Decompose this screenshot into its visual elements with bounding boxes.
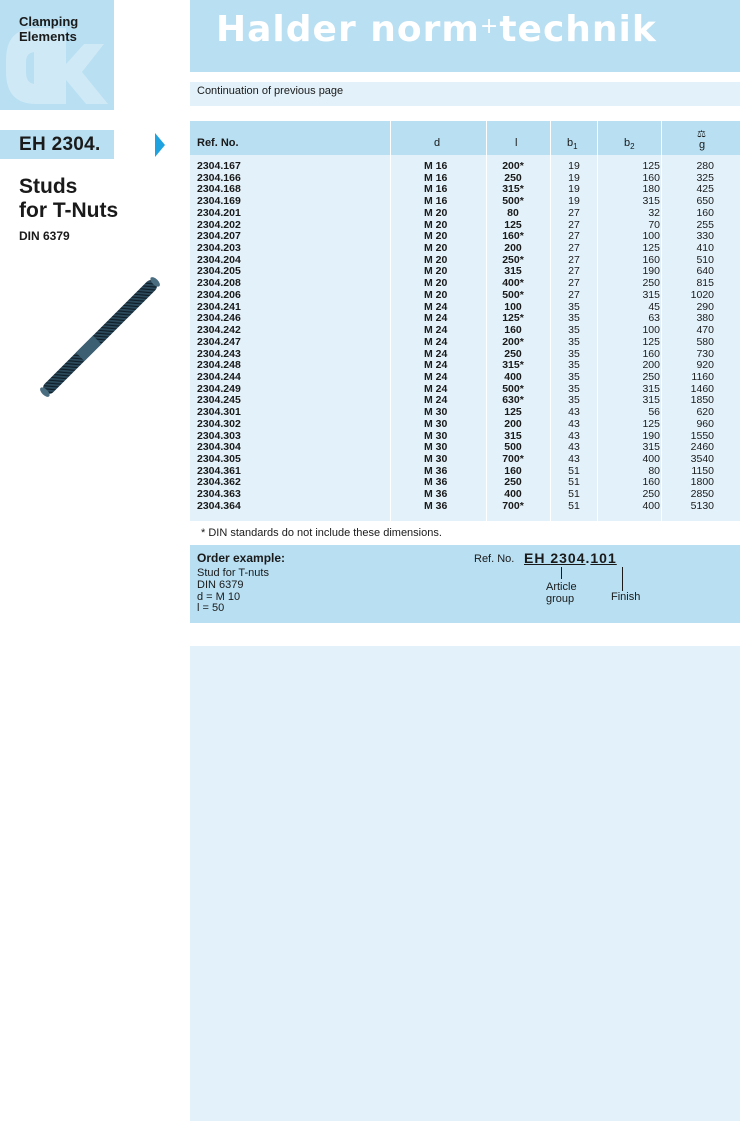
cell-l: 160 — [504, 464, 522, 477]
table-row — [190, 501, 740, 513]
cell-b1: 43 — [568, 441, 580, 454]
cell-l: 315* — [502, 359, 524, 372]
cell-b1: 27 — [568, 253, 580, 266]
cell-ref-no: 2304.241 — [197, 300, 241, 313]
product-code-box — [0, 130, 114, 159]
cell-b1: 35 — [568, 359, 580, 372]
table-row — [190, 372, 740, 384]
arrow-right-icon — [155, 133, 165, 157]
cell-ref-no: 2304.167 — [197, 160, 241, 172]
cell-l: 500 — [504, 441, 522, 454]
cell-d: M 30 — [424, 452, 448, 465]
brand-part-2: norm — [370, 9, 480, 50]
footnote: * DIN standards do not include these dimensions. — [201, 527, 442, 539]
cell-b2: 315 — [642, 441, 660, 454]
cell-d: M 20 — [424, 206, 448, 219]
cell-l: 315* — [502, 183, 524, 196]
article-label: Article — [546, 581, 577, 593]
cell-d: M 20 — [424, 230, 448, 243]
cell-d: M 16 — [424, 171, 448, 184]
cell-b2: 56 — [648, 406, 660, 419]
continuation-text: Continuation of previous page — [197, 85, 344, 97]
cell-weight: 255 — [696, 218, 714, 231]
cell-b2: 63 — [648, 312, 660, 325]
cell-ref-no: 2304.245 — [197, 394, 241, 407]
cell-d: M 24 — [424, 347, 448, 360]
cell-d: M 24 — [424, 324, 448, 337]
cell-ref-no: 2304.205 — [197, 265, 241, 278]
cell-d: M 20 — [424, 253, 448, 266]
table-row — [190, 337, 740, 349]
cell-b1: 27 — [568, 206, 580, 219]
cell-b2: 80 — [648, 464, 660, 477]
cell-weight: 380 — [696, 312, 714, 325]
cell-d: M 30 — [424, 441, 448, 454]
cell-weight: 3540 — [690, 452, 714, 465]
cell-b1: 19 — [568, 160, 580, 172]
cell-ref-no: 2304.363 — [197, 488, 241, 501]
order-example-box — [190, 545, 740, 623]
cell-weight: 1020 — [690, 288, 714, 301]
article-group-label — [546, 581, 577, 605]
cell-ref-no: 2304.249 — [197, 382, 241, 395]
cell-ref-no: 2304.242 — [197, 324, 241, 337]
cell-l: 500* — [502, 195, 524, 208]
order-code-dot: . — [585, 550, 591, 566]
cell-weight: 580 — [696, 335, 714, 348]
cell-ref-no: 2304.204 — [197, 253, 241, 266]
finish-label: Finish — [611, 591, 641, 603]
category-line-2: Elements — [19, 29, 77, 44]
product-title — [19, 175, 118, 223]
cell-ref-no: 2304.364 — [197, 499, 241, 512]
cell-b2: 160 — [642, 171, 660, 184]
cell-l: 700* — [502, 452, 524, 465]
cell-l: 200 — [504, 417, 522, 430]
cell-b2: 250 — [642, 488, 660, 501]
cell-d: M 24 — [424, 359, 448, 372]
brand-logo — [216, 9, 657, 50]
cell-l: 315 — [504, 265, 522, 278]
cell-weight: 425 — [696, 183, 714, 196]
cell-d: M 20 — [424, 218, 448, 231]
cell-ref-no: 2304.304 — [197, 441, 241, 454]
cell-l: 400 — [504, 488, 522, 501]
cell-d: M 30 — [424, 429, 448, 442]
cell-b1: 51 — [568, 476, 580, 489]
table-row — [190, 454, 740, 466]
cell-ref-no: 2304.248 — [197, 359, 241, 372]
cell-l: 200* — [502, 335, 524, 348]
cell-b2: 125 — [642, 242, 660, 255]
cell-d: M 24 — [424, 394, 448, 407]
cell-ref-no: 2304.361 — [197, 464, 241, 477]
cell-l: 200 — [504, 242, 522, 255]
cell-weight: 815 — [696, 277, 714, 290]
cell-b2: 400 — [642, 452, 660, 465]
cell-b1: 35 — [568, 394, 580, 407]
cell-ref-no: 2304.169 — [197, 195, 241, 208]
order-line-2: DIN 6379 — [197, 578, 244, 591]
cell-ref-no: 2304.202 — [197, 218, 241, 231]
cell-b2: 400 — [642, 499, 660, 512]
cell-l: 250 — [504, 347, 522, 360]
cell-b1: 35 — [568, 347, 580, 360]
cell-ref-no: 2304.302 — [197, 417, 241, 430]
category-line-1: Clamping — [19, 14, 79, 29]
cell-d: M 36 — [424, 464, 448, 477]
cell-b2: 45 — [648, 300, 660, 313]
cell-b1: 27 — [568, 265, 580, 278]
cell-b2: 125 — [642, 160, 660, 172]
cell-l: 500* — [502, 288, 524, 301]
cell-b1: 27 — [568, 277, 580, 290]
cell-weight: 160 — [696, 206, 714, 219]
cell-d: M 36 — [424, 499, 448, 512]
product-title-line-2: for T-Nuts — [19, 199, 119, 222]
cell-d: M 30 — [424, 417, 448, 430]
order-code-prefix: EH — [524, 550, 551, 566]
cell-weight: 290 — [696, 300, 714, 313]
product-standard: DIN 6379 — [19, 229, 70, 243]
cell-ref-no: 2304.303 — [197, 429, 241, 442]
cell-d: M 24 — [424, 382, 448, 395]
cell-weight: 470 — [696, 324, 714, 337]
cell-b1: 35 — [568, 370, 580, 383]
cell-d: M 24 — [424, 312, 448, 325]
cell-l: 250* — [502, 253, 524, 266]
cell-b1: 35 — [568, 382, 580, 395]
cell-weight: 1150 — [691, 464, 714, 477]
cell-weight: 2460 — [690, 441, 714, 454]
cell-weight: 280 — [696, 160, 714, 172]
cell-b1: 27 — [568, 218, 580, 231]
finish-pointer — [622, 567, 623, 591]
header-ref-no: Ref. No. — [197, 137, 239, 149]
cell-b2: 160 — [642, 347, 660, 360]
cell-weight: 1850 — [690, 394, 714, 407]
cell-d: M 20 — [424, 242, 448, 255]
cell-b2: 32 — [648, 206, 660, 219]
order-line-3: d = M 10 — [197, 590, 241, 603]
cell-b1: 35 — [568, 324, 580, 337]
cell-b1: 27 — [568, 242, 580, 255]
cell-weight: 1460 — [690, 382, 714, 395]
dimensions-table — [190, 121, 740, 521]
cell-b1: 51 — [568, 499, 580, 512]
cell-l: 400 — [504, 370, 522, 383]
cell-weight: 330 — [696, 230, 714, 243]
continuation-bar — [190, 82, 740, 106]
header-b2: $b_2$ — [624, 137, 635, 152]
order-example-details — [197, 568, 269, 615]
weight-icon: ⚖ — [697, 129, 706, 140]
cell-d: M 30 — [424, 406, 448, 419]
order-code-finish: 101 — [590, 550, 617, 566]
cell-weight: 2850 — [690, 488, 714, 501]
cell-weight: 650 — [696, 195, 714, 208]
cell-d: M 20 — [424, 288, 448, 301]
cell-ref-no: 2304.244 — [197, 370, 241, 383]
cell-b1: 43 — [568, 452, 580, 465]
cell-l: 125* — [502, 312, 524, 325]
order-code-group: 2304 — [550, 550, 586, 566]
category-logo-block — [0, 0, 114, 110]
table-row — [190, 419, 740, 431]
cell-ref-no: 2304.206 — [197, 288, 241, 301]
cell-d: M 36 — [424, 476, 448, 489]
order-ref-label: Ref. No. — [474, 553, 515, 565]
group-label: group — [546, 593, 575, 605]
brand-plus: + — [479, 14, 500, 39]
cell-b1: 19 — [568, 171, 580, 184]
order-line-4: l = 50 — [197, 602, 225, 615]
cell-b2: 100 — [642, 324, 660, 337]
cell-ref-no: 2304.168 — [197, 183, 241, 196]
cell-l: 125 — [504, 218, 522, 231]
empty-panel — [190, 646, 740, 1121]
cell-ref-no: 2304.305 — [197, 452, 241, 465]
cell-weight: 730 — [696, 347, 714, 360]
cell-ref-no: 2304.362 — [197, 476, 241, 489]
table-row — [190, 208, 740, 220]
cell-b2: 190 — [642, 429, 660, 442]
cell-d: M 36 — [424, 488, 448, 501]
table-row — [190, 161, 740, 173]
table-header — [190, 121, 740, 155]
cell-b2: 160 — [642, 476, 660, 489]
cell-l: 200* — [502, 160, 524, 172]
cell-b2: 70 — [648, 218, 660, 231]
cell-l: 80 — [507, 206, 519, 219]
cell-weight: 325 — [696, 171, 714, 184]
cell-d: M 20 — [424, 277, 448, 290]
cell-l: 250 — [504, 171, 522, 184]
cell-ref-no: 2304.203 — [197, 242, 241, 255]
brand-part-1: Halder — [216, 9, 357, 50]
cell-b2: 160 — [642, 253, 660, 266]
cell-ref-no: 2304.243 — [197, 347, 241, 360]
cell-l: 160 — [504, 324, 522, 337]
cell-l: 500* — [502, 382, 524, 395]
cell-l: 700* — [502, 499, 524, 512]
cell-b2: 250 — [642, 370, 660, 383]
cell-b1: 19 — [568, 183, 580, 196]
cell-l: 315 — [504, 429, 522, 442]
category-label — [19, 14, 78, 44]
cell-b1: 35 — [568, 312, 580, 325]
cell-b1: 43 — [568, 417, 580, 430]
cell-b1: 35 — [568, 300, 580, 313]
cell-weight: 920 — [696, 359, 714, 372]
cell-weight: 620 — [696, 406, 714, 419]
cell-b1: 51 — [568, 464, 580, 477]
cell-weight: 1800 — [690, 476, 714, 489]
cell-b2: 315 — [642, 382, 660, 395]
cell-d: M 16 — [424, 183, 448, 196]
cell-l: 160* — [502, 230, 524, 243]
cell-b1: 19 — [568, 195, 580, 208]
cell-l: 100 — [504, 300, 522, 313]
cell-ref-no: 2304.208 — [197, 277, 241, 290]
table-row — [190, 290, 740, 302]
cell-b2: 200 — [642, 359, 660, 372]
cell-b1: 35 — [568, 335, 580, 348]
order-code — [524, 550, 617, 566]
cell-b2: 250 — [642, 277, 660, 290]
cell-ref-no: 2304.247 — [197, 335, 241, 348]
cell-ref-no: 2304.301 — [197, 406, 241, 419]
cell-ref-no: 2304.166 — [197, 171, 241, 184]
table-body — [190, 161, 740, 513]
header-d: d — [434, 137, 441, 149]
cell-ref-no: 2304.207 — [197, 230, 241, 243]
cell-weight: 640 — [696, 265, 714, 278]
cell-b2: 100 — [642, 230, 660, 243]
brand-header — [190, 0, 740, 72]
cell-l: 630* — [502, 394, 524, 407]
cell-weight: 410 — [696, 242, 714, 255]
cell-l: 250 — [504, 476, 522, 489]
cell-b1: 43 — [568, 406, 580, 419]
cell-b2: 180 — [642, 183, 660, 196]
table-row — [190, 243, 740, 255]
stud-product-image — [20, 262, 180, 412]
cell-b1: 43 — [568, 429, 580, 442]
cell-b2: 125 — [642, 335, 660, 348]
brand-part-3: technik — [499, 9, 657, 50]
product-code: EH 2304. — [19, 134, 101, 155]
order-line-1: Stud for T-nuts — [197, 567, 269, 579]
cell-b2: 190 — [642, 265, 660, 278]
cell-d: M 16 — [424, 160, 448, 172]
cell-b1: 51 — [568, 488, 580, 501]
cell-weight: 510 — [696, 253, 714, 266]
cell-ref-no: 2304.246 — [197, 312, 241, 325]
cell-d: M 16 — [424, 195, 448, 208]
cell-l: 400* — [502, 277, 524, 290]
cell-b2: 315 — [642, 394, 660, 407]
header-b1: $b_1$ — [567, 137, 578, 152]
cell-weight: 5130 — [690, 499, 714, 512]
cell-d: M 24 — [424, 370, 448, 383]
cell-b2: 315 — [642, 195, 660, 208]
cell-d: M 20 — [424, 265, 448, 278]
order-example-title: Order example: — [197, 551, 286, 565]
cell-b2: 125 — [642, 417, 660, 430]
cell-b1: 27 — [568, 288, 580, 301]
cell-ref-no: 2304.201 — [197, 206, 241, 219]
product-title-line-1: Studs — [19, 175, 78, 198]
cell-weight: 1550 — [690, 429, 714, 442]
header-l: l — [515, 137, 518, 149]
cell-b2: 315 — [642, 288, 660, 301]
cell-l: 125 — [504, 406, 522, 419]
cell-d: M 24 — [424, 335, 448, 348]
header-g: g — [699, 139, 706, 151]
cell-d: M 24 — [424, 300, 448, 313]
cell-b1: 27 — [568, 230, 580, 243]
cell-weight: 960 — [696, 417, 714, 430]
cell-weight: 1160 — [691, 370, 714, 383]
article-group-pointer — [561, 567, 562, 579]
